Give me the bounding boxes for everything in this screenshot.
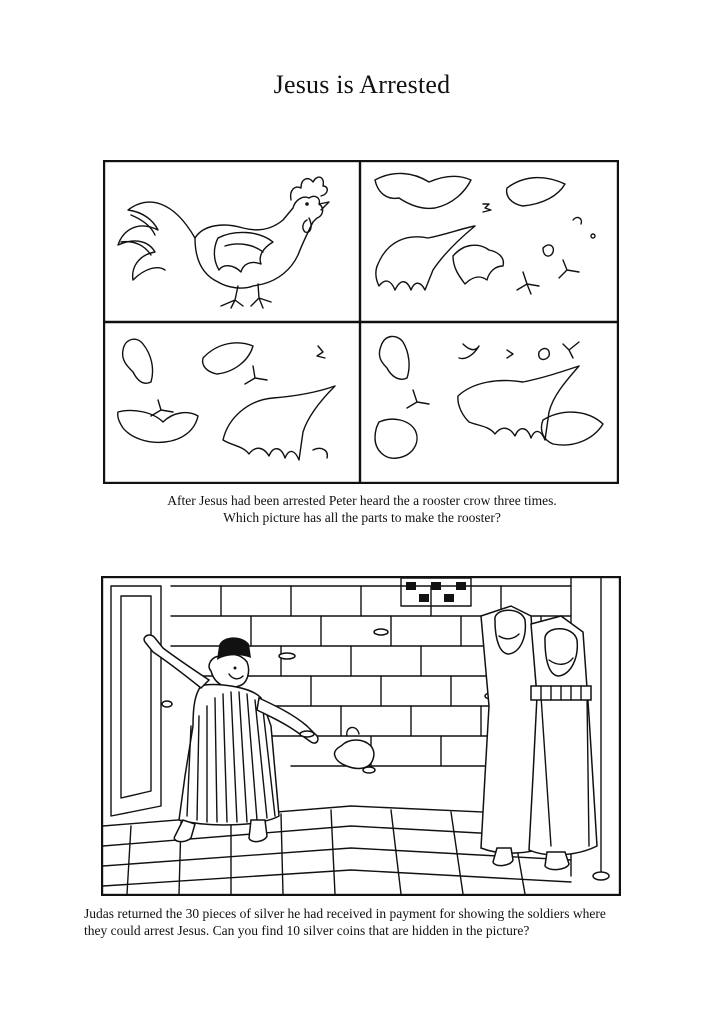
judas-scene-caption <box>84 905 644 939</box>
judas-caption-line-1: Judas returned the 30 pieces of silver he had received in payment for showing the soldiers where <box>84 906 606 921</box>
panel-parts-a[interactable] <box>375 173 595 294</box>
judas-scene-illustration <box>101 576 621 896</box>
rooster-puzzle-grid <box>103 160 619 484</box>
page-title: Jesus is Arrested <box>273 70 451 99</box>
priests-figures <box>481 606 597 870</box>
panel-parts-b[interactable] <box>118 339 335 460</box>
panel-parts-c[interactable] <box>375 336 603 458</box>
panel-complete-rooster[interactable] <box>118 177 329 308</box>
judas-caption-line-2: they could arrest Jesus. Can you find 10 silver coins that are hidden in the picture? <box>84 923 530 938</box>
rooster-caption-line-2: Which picture has all the parts to make the rooster? <box>223 510 501 525</box>
rooster-puzzle-caption <box>80 492 644 526</box>
rooster-caption-line-1: After Jesus had been arrested Peter heard the a rooster crow three times. <box>167 493 557 508</box>
